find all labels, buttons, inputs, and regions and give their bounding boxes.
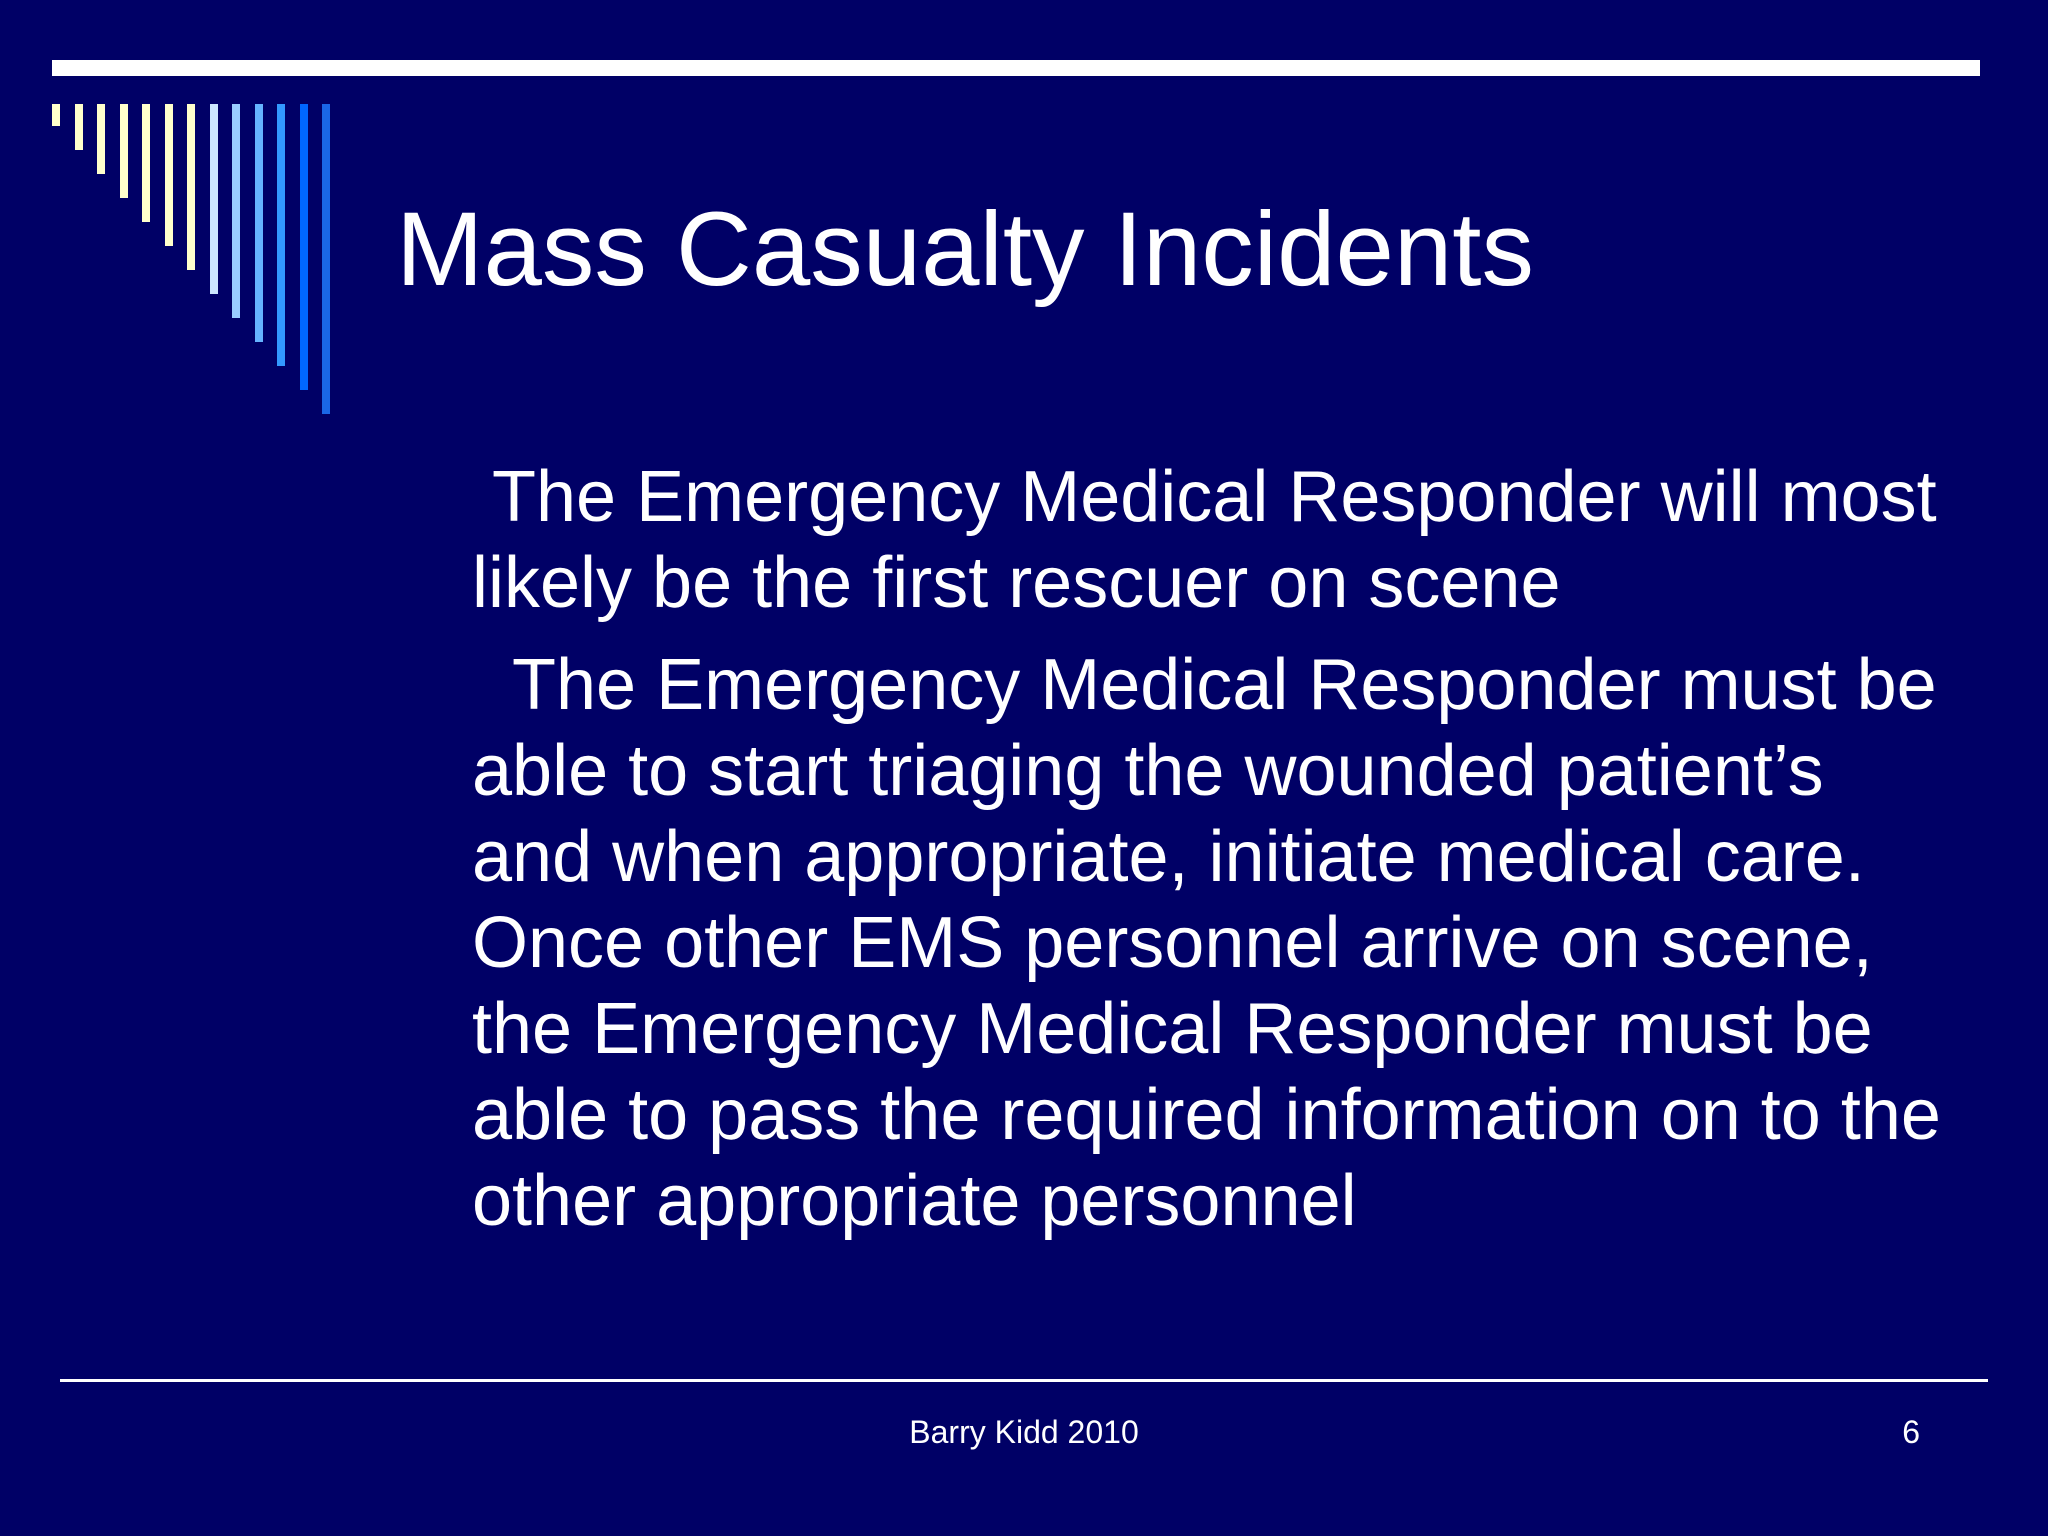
decorative-bar [300,104,308,390]
decorative-bar [232,104,240,318]
decorative-bar [165,104,173,246]
decorative-bar [210,104,218,294]
slide-body [472,454,1961,1260]
decorative-bar [187,104,195,270]
bottom-divider-line [60,1379,1988,1382]
decorative-bar [97,104,105,174]
body-paragraph-1: The Emergency Medical Responder will most likely be the first rescuer on scene [472,457,1957,623]
top-divider-line [52,60,1980,76]
footer-text: Barry Kidd 2010 [909,1414,1139,1450]
page-number: 6 [1902,1414,1920,1450]
decorative-bar [75,104,83,150]
decorative-bar [120,104,128,198]
decorative-bar [255,104,263,342]
body-paragraph-2: The Emergency Medical Responder must be able to start triaging the wounded patient’s and when appropriate, initiate medical care. Once other EMS personnel arrive on scene, the Emergency Medical Responder must be able to pass the required information on to the other appropriate personnel [472,645,1961,1241]
decorative-bar [322,104,330,414]
decorative-bar [142,104,150,222]
decorative-bar [52,104,60,126]
decorative-bar [277,104,285,366]
slide-title: Mass Casualty Incidents [396,191,1534,308]
